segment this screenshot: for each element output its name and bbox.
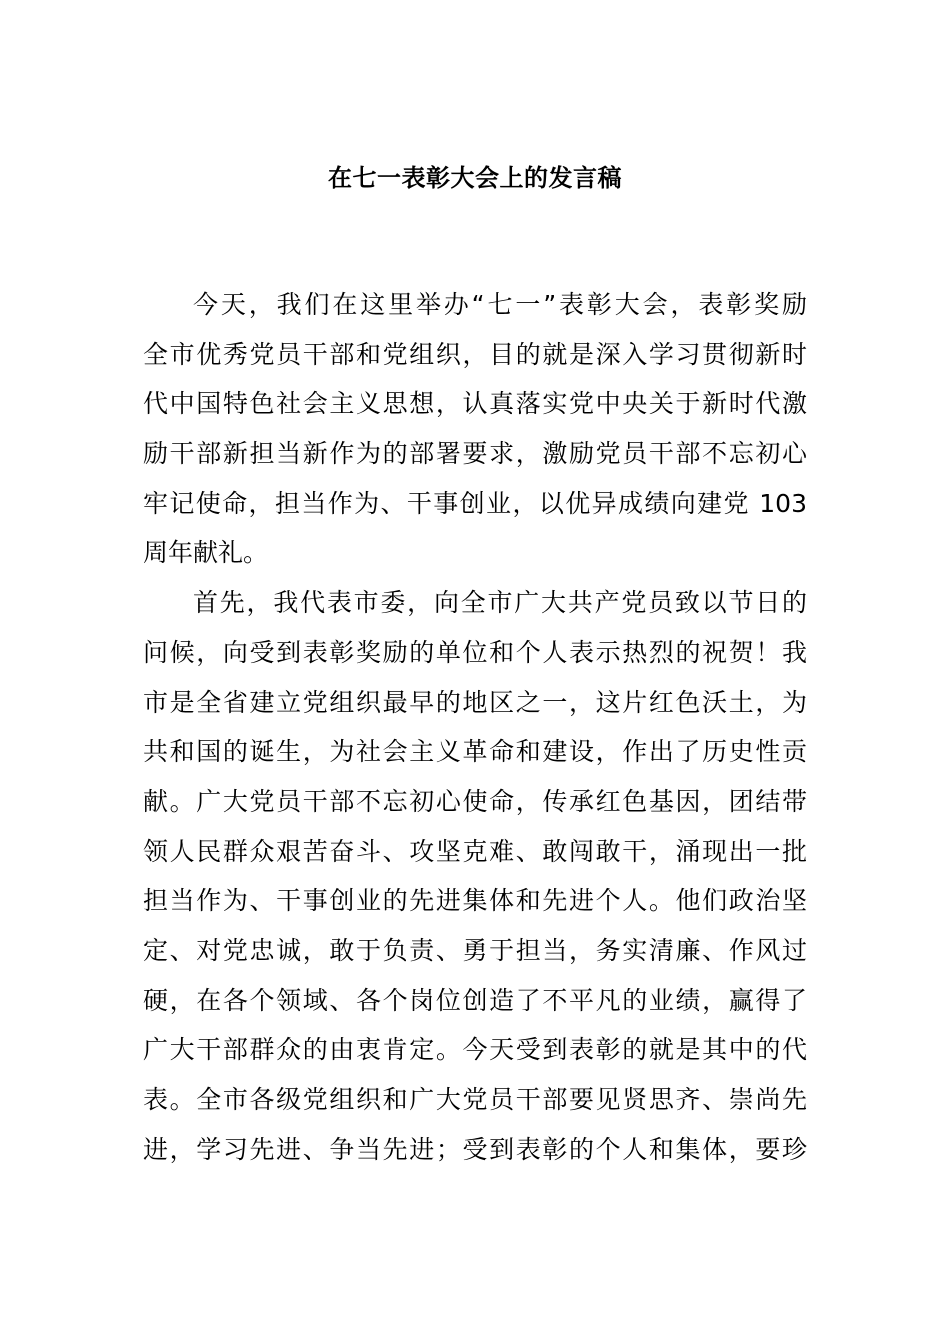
text-line: 问候，向受到表彰奖励的单位和个人表示热烈的祝贺！我 — [143, 637, 807, 667]
text-line: 牢记使命，担当作为、干事创业，以优异成绩向建党 103 — [143, 488, 807, 518]
text-line: 今天，我们在这里举办“七一”表彰大会，表彰奖励 — [193, 290, 807, 319]
text-line: 担当作为、干事创业的先进集体和先进个人。他们政治坚 — [143, 886, 807, 916]
text-line: 表。全市各级党组织和广大党员干部要见贤思齐、崇尚先 — [143, 1085, 807, 1114]
text-line: 定、对党忠诚，敢于负责、勇于担当，务实清廉、作风过 — [143, 935, 807, 965]
text-line: 进，学习先进、争当先进；受到表彰的个人和集体，要珍 — [143, 1134, 807, 1164]
text-line: 全市优秀党员干部和党组织，目的就是深入学习贯彻新时 — [143, 339, 807, 369]
text-line: 励干部新担当新作为的部署要求，激励党员干部不忘初心 — [143, 439, 807, 469]
text-line: 硬，在各个领域、各个岗位创造了不平凡的业绩，赢得了 — [143, 985, 807, 1015]
document-body — [143, 280, 807, 1174]
text-line: 共和国的诞生，为社会主义革命和建设，作出了历史性贡 — [143, 737, 807, 767]
text-line: 献。广大党员干部不忘初心使命，传承红色基因，团结带 — [143, 786, 807, 816]
text-line: 市是全省建立党组织最早的地区之一，这片红色沃土，为 — [143, 687, 807, 717]
text-line: 广大干部群众的由衷肯定。今天受到表彰的就是其中的代 — [143, 1035, 807, 1065]
text-line: 首先，我代表市委，向全市广大共产党员致以节日的 — [193, 588, 807, 618]
document-title: 在七一表彰大会上的发言稿 — [328, 164, 622, 192]
text-line: 周年献礼。 — [143, 538, 269, 568]
text-line: 领人民群众艰苦奋斗、攻坚克难、敢闯敢干，涌现出一批 — [143, 836, 807, 866]
text-line: 代中国特色社会主义思想，认真落实党中央关于新时代激 — [143, 389, 807, 419]
